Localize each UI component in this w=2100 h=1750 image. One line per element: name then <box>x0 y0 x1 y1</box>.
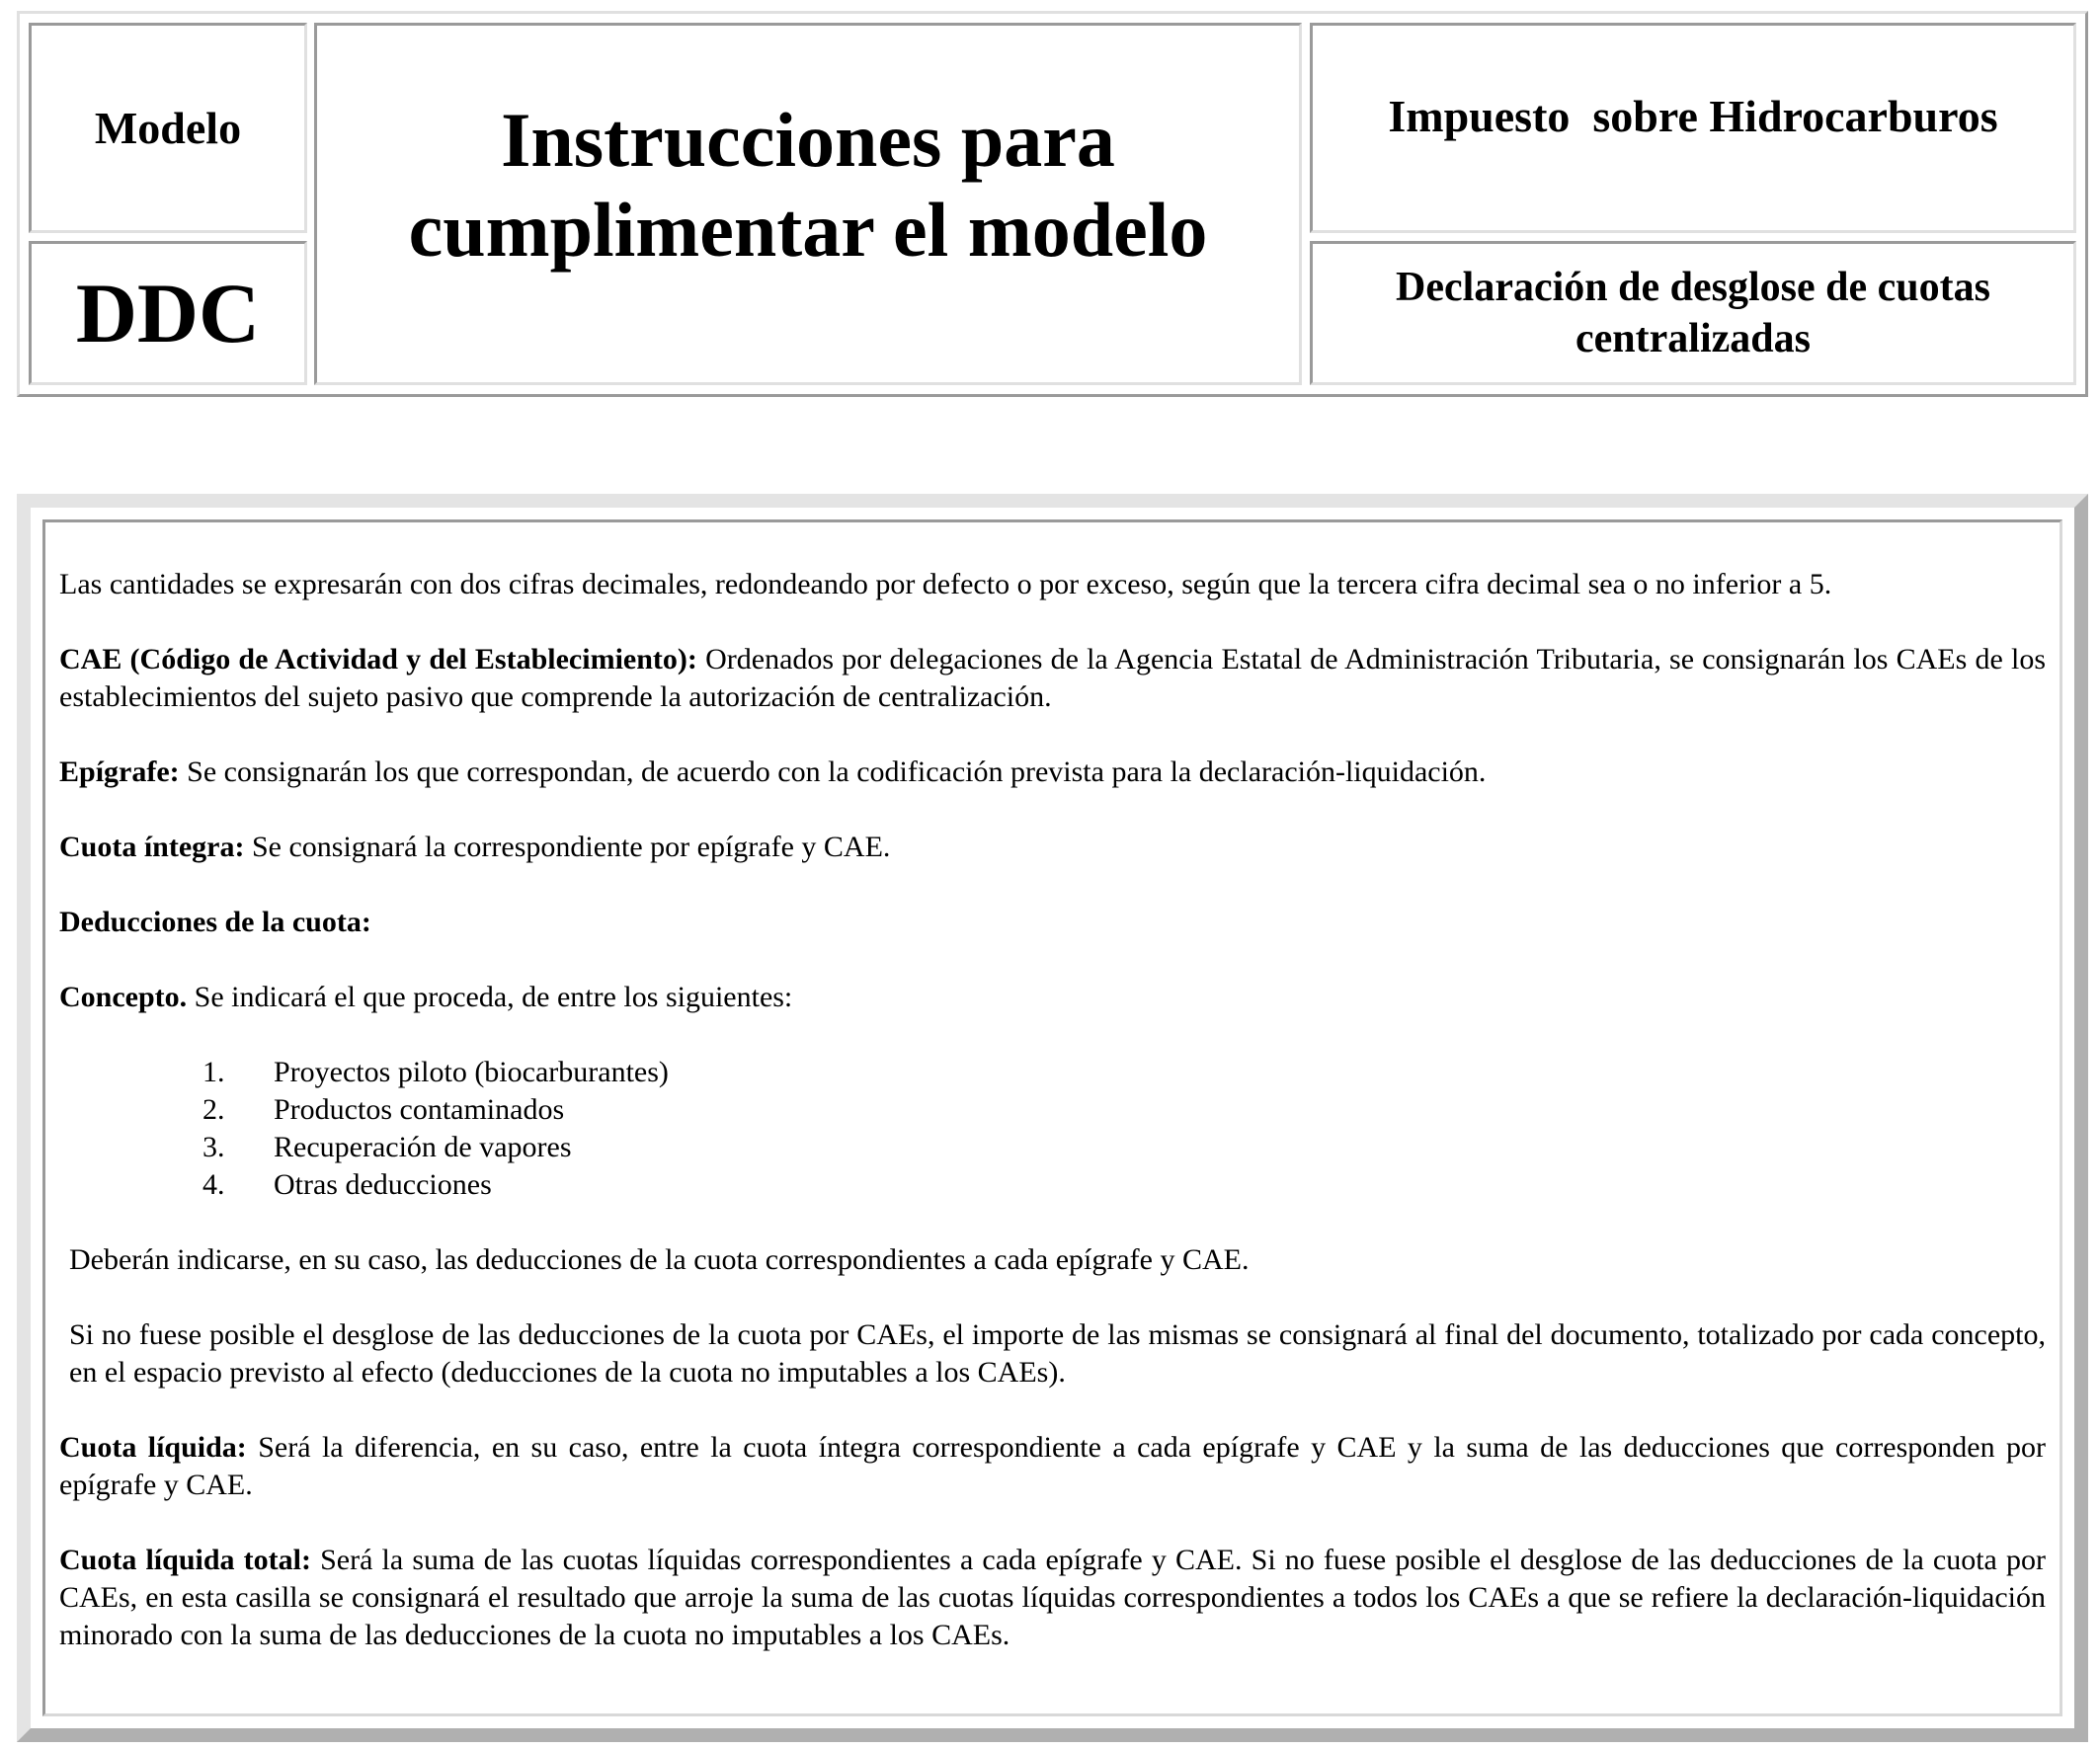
cuota-liquida-text: Será la diferencia, en su caso, entre la cuota íntegra correspondiente a cada epígrafe y CAE y la suma de las deducciones que corresponden por epígrafe y CAE. <box>59 1431 2047 1501</box>
list-item-number: 4. <box>202 1168 225 1201</box>
list-item-label: Otras deducciones <box>274 1168 492 1201</box>
list-item <box>202 1091 2046 1129</box>
tax-name <box>1310 23 2076 233</box>
page-title <box>314 23 1302 385</box>
instructions-panel <box>17 494 2088 1742</box>
declaration-title-line2: centralizadas <box>1575 316 1811 361</box>
modelo-label: Modelo <box>29 23 307 233</box>
list-item-label: Proyectos piloto (biocarburantes) <box>274 1056 669 1088</box>
deducciones-note-2: Si no fuese posible el desglose de las deducciones de la cuota por CAEs, el importe de las mismas se consignará al final del documento, totalizado por cada concepto, en el espacio previsto al efecto (deducciones de la cuota no imputables a los CAEs). <box>69 1318 2046 1389</box>
list-item-label: Productos contaminados <box>274 1093 565 1126</box>
declaration-title-line1: Declaración de desglose de cuotas <box>1396 265 1990 310</box>
list-item-number: 3. <box>202 1131 225 1163</box>
page-title-line1: Instrucciones para <box>501 96 1115 183</box>
intro-paragraph: Las cantidades se expresarán con dos cifras decimales, redondeando por defecto o por exceso, según que la tercera cifra decimal sea o no inferior a 5. <box>59 568 1832 600</box>
deducciones-heading <box>59 904 2046 941</box>
cuota-liquida-term: Cuota líquida: <box>59 1431 247 1464</box>
page-title-line2: cumplimentar el modelo <box>408 186 1208 273</box>
list-item <box>202 1054 2046 1091</box>
declaration-title <box>1310 241 2076 385</box>
epigrafe-paragraph <box>59 754 2046 791</box>
list-item <box>202 1166 2046 1204</box>
cuota-liquida-paragraph <box>59 1429 2046 1504</box>
concepto-paragraph <box>59 979 2046 1016</box>
cuota-integra-text: Se consignará la correspondiente por epígrafe y CAE. <box>244 831 891 863</box>
cuota-liquida-total-paragraph <box>59 1542 2046 1654</box>
instructions-body <box>42 519 2062 1716</box>
cuota-liquida-total-text: Será la suma de las cuotas líquidas correspondientes a cada epígrafe y CAE. Si no fuese posible el desglose de las deducciones de la cuota por CAEs, en esta casilla se consignará el resultado que arroje la suma de las cuotas líquidas correspondientes a todos los CAEs a que se refiere la declaración-liquidación minorado con la suma de las deducciones de la cuota no imputables a los CAEs. <box>59 1544 2046 1651</box>
list-item-number: 1. <box>202 1056 225 1088</box>
concepto-text: Se indicará el que proceda, de entre los siguientes: <box>187 981 793 1013</box>
deducciones-note-1: Deberán indicarse, en su caso, las deducciones de la cuota correspondientes a cada epígrafe y CAE. <box>69 1243 1250 1276</box>
epigrafe-text: Se consignarán los que correspondan, de acuerdo con la codificación prevista para la declaración-liquidación. <box>179 756 1487 788</box>
concept-list <box>59 1054 2046 1204</box>
epigrafe-term: Epígrafe: <box>59 756 180 788</box>
list-item <box>202 1129 2046 1166</box>
cuota-integra-paragraph <box>59 829 2046 866</box>
cuota-liquida-total-term: Cuota líquida total: <box>59 1544 311 1576</box>
tax-name-text: Impuesto sobre Hidrocarburos <box>1388 91 1998 141</box>
cuota-integra-term: Cuota íntegra: <box>59 831 245 863</box>
deducciones-heading-text: Deducciones de la cuota: <box>59 906 371 938</box>
list-item-label: Recuperación de vapores <box>274 1131 572 1163</box>
modelo-code: DDC <box>29 241 307 385</box>
cae-term: CAE (Código de Actividad y del Establecimiento): <box>59 643 697 676</box>
concepto-term: Concepto. <box>59 981 188 1013</box>
cae-text: Ordenados por delegaciones de la Agencia Estatal de Administración Tributaria, se consignarán los CAEs de los establecimientos del sujeto pasivo que comprende la autorización de centralización. <box>59 643 2046 713</box>
list-item-number: 2. <box>202 1093 225 1126</box>
cae-paragraph <box>59 641 2046 716</box>
header-table <box>17 11 2088 397</box>
